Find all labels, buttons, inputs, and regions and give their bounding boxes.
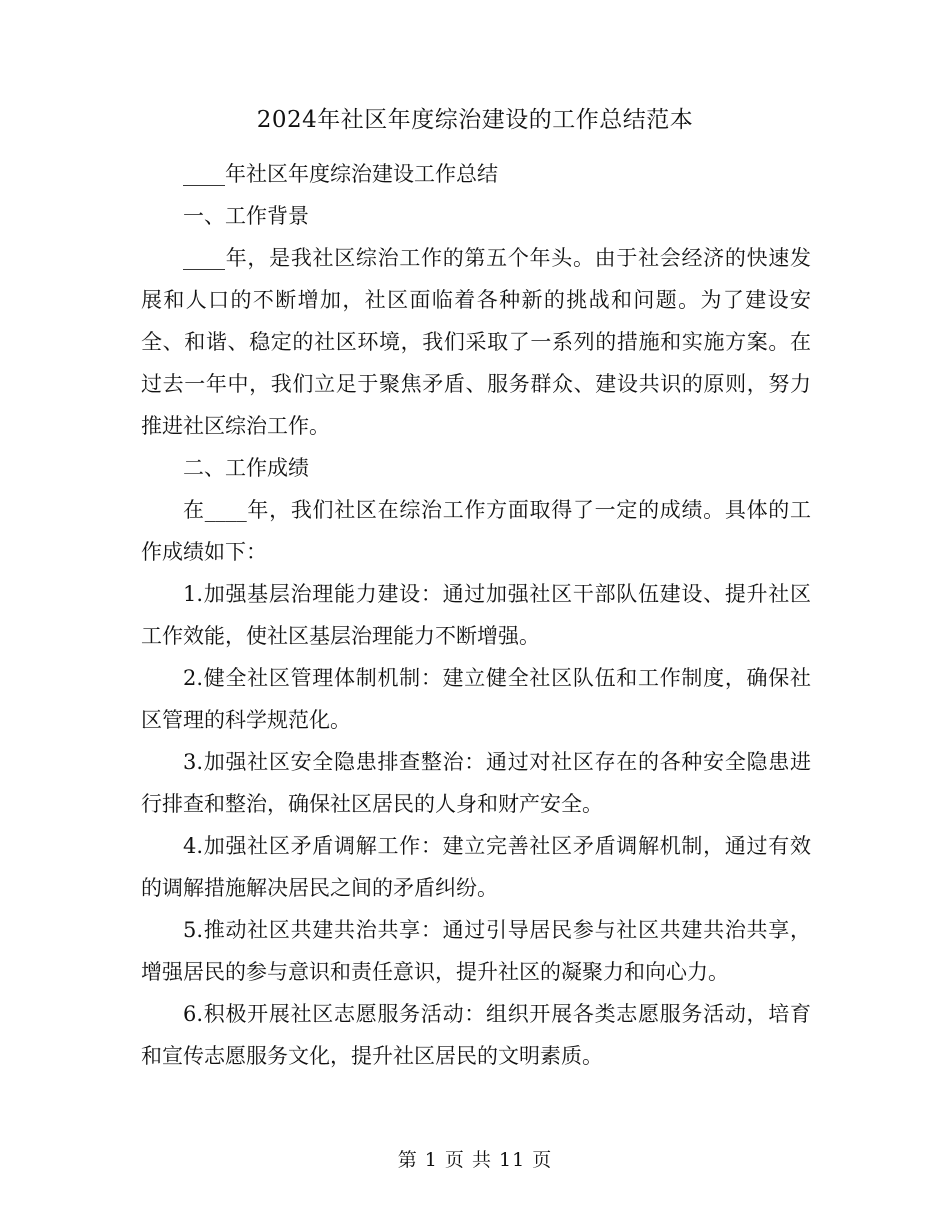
list-item: 1.加强基层治理能力建设：通过加强社区干部队伍建设、提升社区工作效能，使社区基层治理能力不断增强。 (141, 582, 811, 648)
document-body (141, 153, 811, 1077)
list-item: 5.推动社区共建共治共享：通过引导居民参与社区共建共治共享，增强居民的参与意识和责任意识，提升社区的凝聚力和向心力。 (141, 918, 811, 984)
list-item: 2.健全社区管理体制机制：建立健全社区队伍和工作制度，确保社区管理的科学规范化。 (141, 666, 811, 732)
list-item: 4.加强社区矛盾调解工作：建立完善社区矛盾调解机制，通过有效的调解措施解决居民之间的矛盾纠纷。 (141, 834, 811, 900)
list-item: 3.加强社区安全隐患排查整治：通过对社区存在的各种安全隐患进行排查和整治，确保社区居民的人身和财产安全。 (141, 750, 811, 816)
document-subtitle: ____年社区年度综治建设工作总结 (183, 162, 498, 186)
paragraph-achievements-intro: 在____年，我们社区在综治工作方面取得了一定的成绩。具体的工作成绩如下： (141, 498, 811, 564)
paragraph-background: ____年，是我社区综治工作的第五个年头。由于社会经济的快速发展和人口的不断增加，社区面临着各种新的挑战和问题。为了建设安全、和谐、稳定的社区环境，我们采取了一系列的措施和实施方案。在过去一年中，我们立足于聚焦矛盾、服务群众、建设共识的原则，努力推进社区综治工作。 (141, 246, 811, 438)
page-number: 第 1 页 共 11 页 (397, 1149, 553, 1171)
document-title: 2024年社区年度综治建设的工作总结范本 (256, 107, 694, 133)
page-footer (0, 1146, 950, 1174)
list-item: 6.积极开展社区志愿服务活动：组织开展各类志愿服务活动，培育和宣传志愿服务文化，提升社区居民的文明素质。 (141, 1002, 811, 1068)
section-heading-background: 一、工作背景 (183, 204, 309, 228)
section-heading-achievements: 二、工作成绩 (183, 456, 309, 480)
